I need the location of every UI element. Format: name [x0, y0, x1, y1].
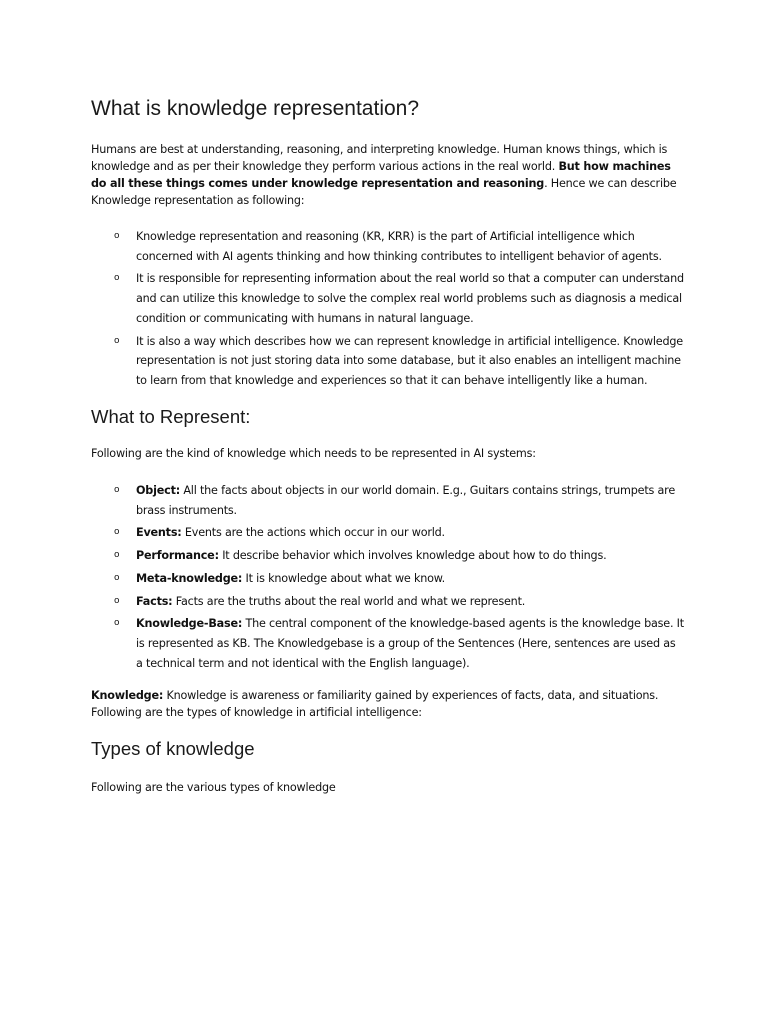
- section-heading-types-of-knowledge: Types of knowledge: [91, 738, 255, 759]
- list-item-term: Knowledge-Base:: [136, 617, 243, 631]
- representation-list: [114, 227, 684, 394]
- types-lead-paragraph: Following are the various types of knowledge: [91, 781, 336, 794]
- list-item: [114, 523, 684, 543]
- list-item-text: It is knowledge about what we know.: [242, 571, 446, 585]
- bullet-icon: o: [114, 231, 120, 241]
- bullet-icon: o: [114, 527, 120, 538]
- list-item-term: Performance:: [136, 549, 219, 563]
- list-item: [114, 546, 684, 566]
- bullet-icon: o: [114, 335, 120, 346]
- intro-text-2: . Hence we can describe Knowledge representation as following:: [91, 177, 677, 207]
- list-item-text: It is responsible for representing information about the real world so that a computer can understand and can utilize this knowledge to solve the complex real world problems such as diagnosis a medical condition or communicating with humans in natural language.: [136, 272, 684, 325]
- list-item: [114, 481, 684, 520]
- knowledge-term: Knowledge:: [91, 689, 164, 702]
- list-item-term: Meta-knowledge:: [136, 571, 243, 585]
- list-item-text: All the facts about objects in our world domain. E.g., Guitars contains strings, trumpets are brass instruments.: [136, 484, 676, 517]
- list-item-text: Events are the actions which occur in our world.: [181, 526, 445, 540]
- list-item-text: It describe behavior which involves knowledge about how to do things.: [218, 549, 607, 563]
- knowledge-paragraph: [91, 687, 691, 721]
- list-item: [114, 569, 684, 589]
- intro-bold-text: But how machines do all these things comes under knowledge representation and reasoning: [91, 160, 671, 190]
- knowledge-text: Knowledge is awareness or familiarity gained by experiences of facts, data, and situations. Following are the types of knowledge in artificial intelligence:: [91, 689, 659, 719]
- list-item-text: The central component of the knowledge-based agents is the knowledge base. It is represented as KB. The Knowledgebase is a group of the Sentences (Here, sentences are used as a technical term and not identical with the English language).: [136, 617, 684, 670]
- bullet-icon: o: [114, 595, 120, 606]
- bullet-icon: o: [114, 618, 120, 629]
- what-to-represent-list: [114, 481, 684, 676]
- list-item: [114, 332, 684, 391]
- list-item: [114, 592, 684, 612]
- list-item: [114, 227, 684, 266]
- list-item: [114, 269, 684, 328]
- list-item-text: It is also a way which describes how we can represent knowledge in artificial intelligence. Knowledge representation is not just storing data into some database, but it also enables an intelligent machine to learn from that knowledge and experiences so that it can behave intelligently like a human.: [136, 334, 683, 387]
- list-item-text: Knowledge representation and reasoning (KR, KRR) is the part of Artificial intelligence which concerned with AI agents thinking and how thinking contributes to intelligent behavior of agents.: [136, 230, 662, 263]
- intro-text-1: Humans are best at understanding, reasoning, and interpreting knowledge. Human knows things, which is knowledge and as per their knowledge they perform various actions in the real world.: [91, 143, 668, 173]
- bullet-icon: o: [114, 485, 120, 495]
- page-title: What is knowledge representation?: [91, 97, 420, 120]
- list-item-term: Facts:: [136, 594, 173, 608]
- list-item: [114, 614, 684, 673]
- intro-paragraph: [91, 141, 681, 209]
- bullet-icon: o: [114, 273, 120, 284]
- bullet-icon: o: [114, 550, 120, 561]
- section-lead-paragraph: Following are the kind of knowledge which needs to be represented in AI systems:: [91, 447, 536, 460]
- section-heading-what-to-represent: What to Represent:: [91, 406, 251, 427]
- bullet-icon: o: [114, 572, 120, 583]
- list-item-term: Events:: [136, 526, 182, 540]
- list-item-text: Facts are the truths about the real world and what we represent.: [172, 594, 526, 608]
- list-item-term: Object:: [136, 484, 180, 497]
